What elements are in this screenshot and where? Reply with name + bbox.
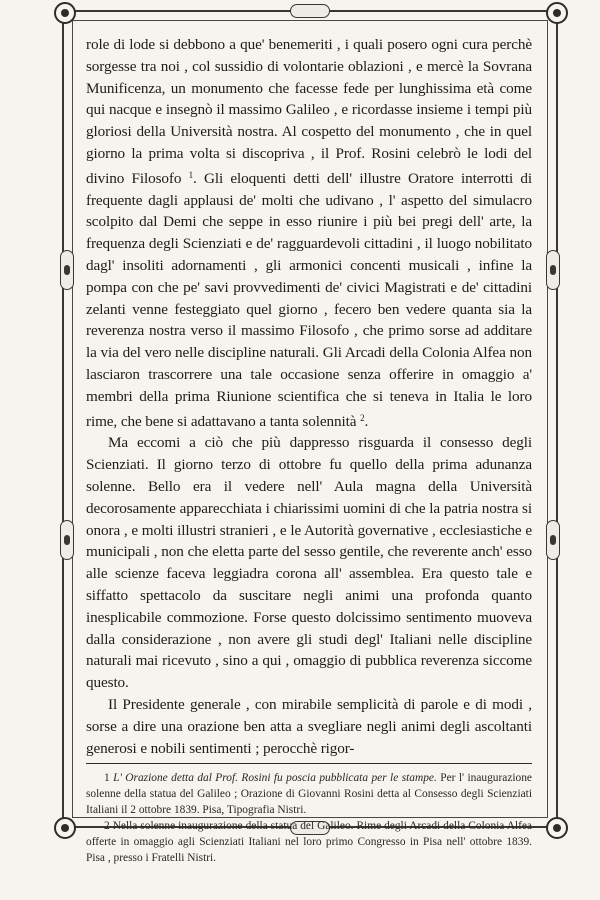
paragraph-text: Il Presidente generale , con mirabile semplicità di parole e di modi , sorse a dire una orazione ben atta a svegliare negli animi degli ascoltanti generosi e nobili sentimenti ; perocchè rigor- xyxy=(86,695,532,757)
paragraph xyxy=(86,432,532,694)
footnote-number: 2 xyxy=(104,820,110,833)
corner-ornament-icon xyxy=(54,2,76,24)
footnote-divider xyxy=(86,763,532,764)
footnote-number: 1 xyxy=(104,772,110,785)
paragraph-text: Gli eloquenti detti dell' illustre Oratore interrotti di frequente dagli applausi de' molti che udivano , l' aspetto del simulacro scolpito dal Demi che seppe in esso riunire i più bei pregi dell' arte, la frequenza degli Scienziati e de' ragguardevoli cittadini , il luogo nobilitato dagl' insoliti adornamenti , gli armonici concenti musicali , infine la pompa con che pe' savi provvedimenti de' civici Magistrati e de' cittadini zelanti venne festeggiato quel giorno , fecero ben vedere quanta sia la reverenza nostra verso il massimo Filosofo , che primo sorse ad additare la via del vero nelle discipline naturali. Gli Arcadi della Colonia Alfea non lasciaron trascorrere una tale occasione senza offerire in omaggio a' membri della prima Riunione scientifica che si teneva in Italia le loro rime, che bene si adattavano a tanta solennità xyxy=(86,169,532,430)
footnote-reference: 2 xyxy=(360,412,365,423)
corner-ornament-icon xyxy=(546,817,568,839)
footnote-text: Nella solenne inaugurazione della statua del Galileo. Rime degli Arcadi della Colonia Alfea offerte in omaggio agli Scienziati Italiani nel loro primo Congresso in Pisa nell' ottobre 1839. Pisa , presso i Fratelli Nistri. xyxy=(86,820,532,865)
footnote xyxy=(86,818,532,866)
footnote-reference: 1 xyxy=(188,169,194,180)
paragraph: role di lode si debbono a que' benemeriti , i quali posero ogni cura perchè sorgesse tra noi , col sussidio di volontarie oblazioni , e mercè la Sovrana Munificenza, un monumento che facesse fede per lunghissima età come qui nacque e insegnò il massimo Galileo , e ricordasse insieme i tempi più gloriosi della Università nostra. Al cospetto del monumento , che in quel giorno la prima volta si discopriva , il Prof. Rosini celebrò le lodi del divino Filosofo $^1$. Gli eloquenti detti dell' illustre Oratore interrotti di frequente dagli applausi de' molti che udivano , l' aspetto del simulacro scolpito dal Demi che seppe in esso riunire i più bei pregi dell' arte, la frequenza degli Scienziati e de' ragguardevoli cittadini , il luogo nobilitato dagl' insoliti adornamenti , gli armonici concenti musicali , infine la pompa con che pe' savi provvedimenti de' civici Magistrati e de' cittadini zelanti venne festeggiato quel giorno , fecero ben vedere quanta sia la reverenza nostra verso il massimo Filosofo , che primo sorse ad additare la via del vero nelle discipline naturali. Gli Arcadi della Colonia Alfea non lasciaron trascorrere una tale occasione senza offerire in omaggio a' membri della prima Riunione scientifica che si teneva in Italia le loro rime, che bene si adattavano a tanta solennità $^2$. xyxy=(86,36,532,430)
paragraph-text: Ma eccomi a ciò che più dappresso risguarda il consesso degli Scienziati. Il giorno terzo di ottobre fu quello della prima adunanza solenne. Bello era il vedere nell' Aula magna della Università decorosamente apparecchiata i chiarissimi uomini di che la patria nostra si onora , e molti illustri stranieri , e le Autorità governative , ecclesiastiche e municipali , non che eletta parte del sesso gentile, che reverente anch' esso alle scienze faceva leggiadra corona all' assemblea. Era questo tale e siffatto spettacolo da suscitare negli animi una profonda quanto inesplicabile commozione. Forse questo dolcissimo sentimento muoveva dalla considerazione , non avere gli studi degl' Italiani nelle discipline naturali mai ricevuto , sino a qui , omaggio di pubblica reverenza siccome questo. xyxy=(86,434,532,692)
corner-ornament-icon xyxy=(54,817,76,839)
border-knot-ornament-icon xyxy=(546,250,560,290)
footnote-italic-text: L' Orazione detta dal Prof. Rosini fu poscia pubblicata per le stampe. xyxy=(113,772,437,785)
footnote-text: Per l' inaugurazione solenne della statua del Galileo ; Orazione di Giovanni Rosini detta al Consesso degli Scienziati Italiani il 2 ottobre 1839. Pisa, Tipografia Nistri. xyxy=(86,772,532,817)
footnote xyxy=(86,770,532,818)
border-knot-ornament-icon xyxy=(546,520,560,560)
border-knot-ornament-icon xyxy=(60,250,74,290)
paragraph xyxy=(86,694,532,759)
paragraph-text: role di lode si debbono a que' benemeriti , i quali posero ogni cura perchè sorgesse tra noi , col sussidio di volontarie oblazioni , e mercè la Sovrana Munificenza, un monumento che facesse fede per lunghissima età come qui nacque e insegnò il massimo Galileo , e ricordasse insieme i tempi più gloriosi della Università nostra. Al cospetto del monumento , che in quel giorno la prima volta si discopriva , il Prof. Rosini celebrò le lodi del divino Filosofo xyxy=(86,36,532,187)
corner-ornament-icon xyxy=(546,2,568,24)
border-knot-ornament-icon xyxy=(60,520,74,560)
text-block xyxy=(86,34,532,866)
border-knot-ornament-icon xyxy=(290,4,330,18)
